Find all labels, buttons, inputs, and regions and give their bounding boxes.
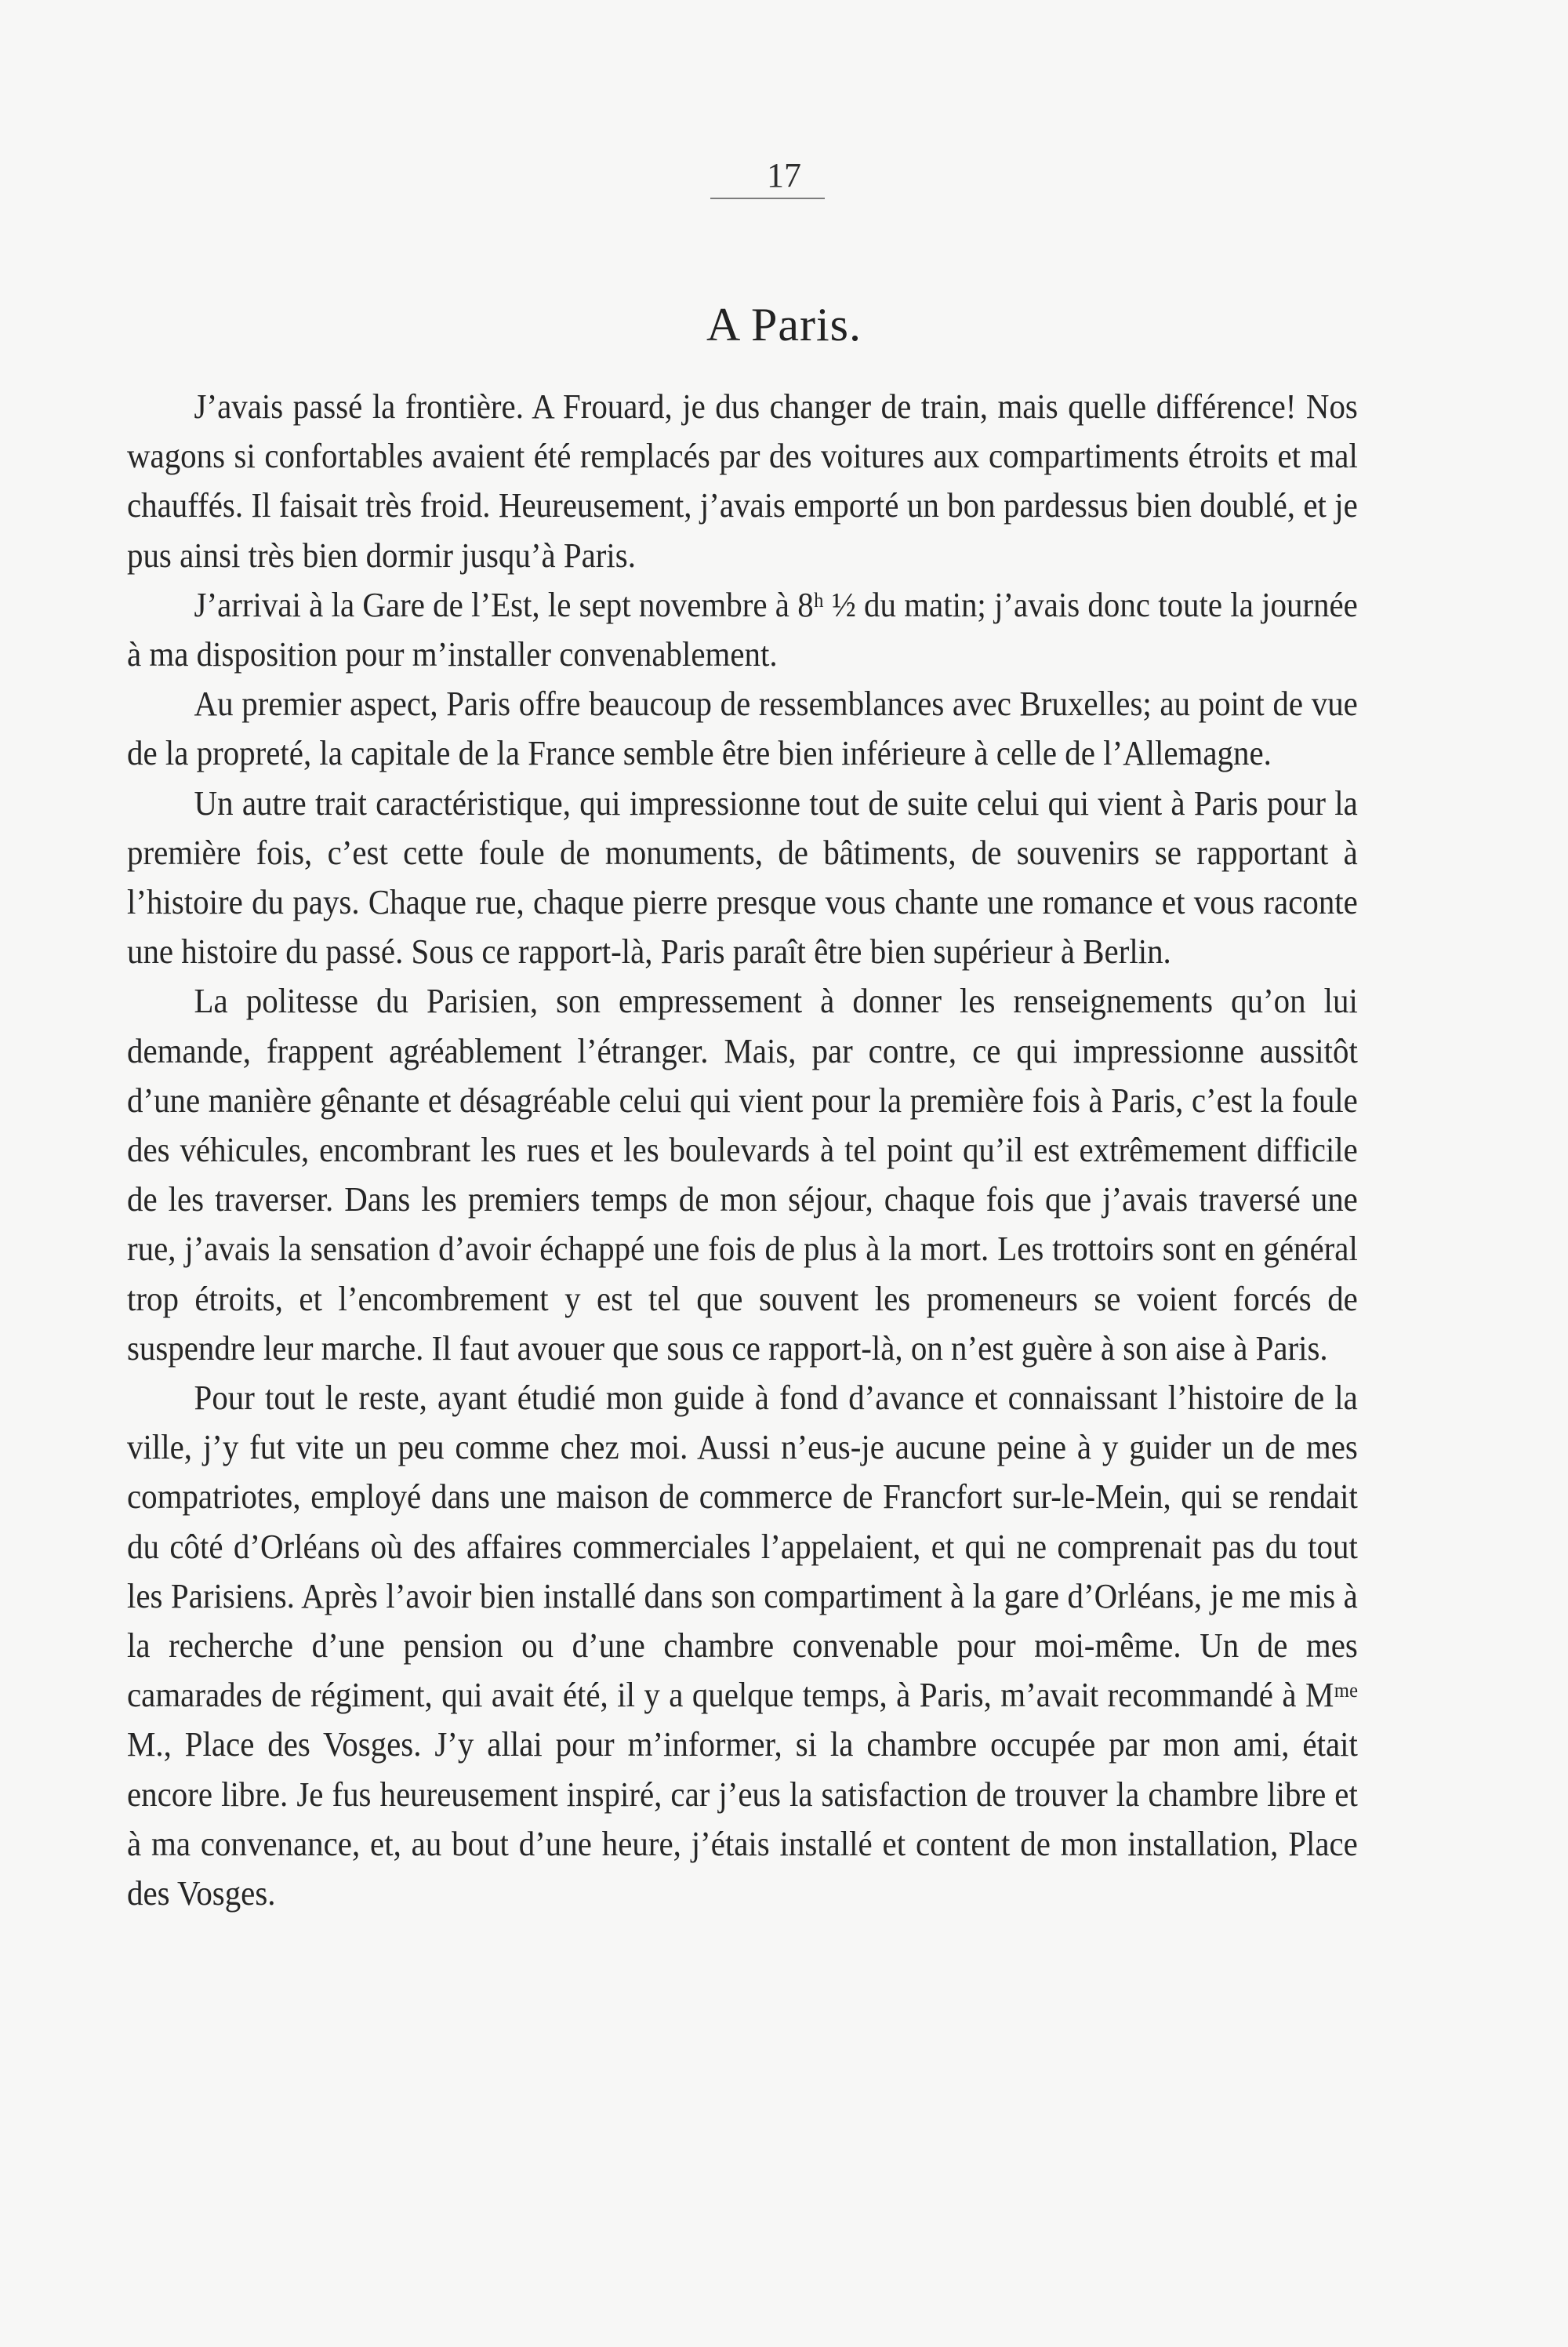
paragraph: Au premier aspect, Paris offre beaucoup de ressemblances avec Bruxelles; au point de vue de la propreté, la capitale de la France semble être bien inférieure à celle de l’Allemagne. bbox=[127, 685, 1358, 773]
paragraph: Pour tout le reste, ayant étudié mon guide à fond d’avance et connaissant l’histoire de la ville, j’y fut vite un peu comme chez moi. Aussi n’eus-je aucune peine à y guider un de mes compatriotes, employé dans une maison de commerce de Francfort sur-le-Mein, qui se rendait du côté d’Orléans où des affaires commerciales l’appelaient, et qui ne comprenait pas du tout les Parisiens. Après l’avoir bien installé dans son compartiment à la gare d’Orléans, je me mis à la recherche d’une pension ou d’une chambre convenable pour moi-même. Un de mes camarades de régiment, qui avait été, il y a quelque temps, à Paris, m’avait recommandé à Mᵐᵉ M., Place des Vosges. J’y allai pour m’informer, si la chambre occupée par mon ami, était encore libre. Je fus heureusement inspiré, car j’eus la satisfaction de trouver la chambre libre et à ma convenance, et, au bout d’une heure, j’étais installé et content de mon installation, Place des Vosges. bbox=[127, 1379, 1358, 1913]
page-number: 17 bbox=[767, 156, 801, 194]
body-text bbox=[127, 382, 1358, 1918]
header-rule bbox=[710, 198, 825, 199]
paragraph: Un autre trait caractéristique, qui impressionne tout de suite celui qui vient à Paris pour la première fois, c’est cette foule de monuments, de bâtiments, de souvenirs se rapportant à l’histoire du pays. Chaque rue, chaque pierre presque vous chante une romance et vous raconte une histoire du passé. Sous ce rapport-là, Paris paraît être bien supérieur à Berlin. bbox=[127, 783, 1358, 972]
chapter-title: A Paris. bbox=[706, 299, 862, 351]
paragraph: La politesse du Parisien, son empressement à donner les renseignements qu’on lui demande, frappent agréablement l’étranger. Mais, par contre, ce qui impressionne aussitôt d’une manière gênante et désagréable celui qui vient pour la première fois à Paris, c’est la foule des véhicules, encombrant les rues et les boulevards à tel point qu’il est extrêmement difficile de les traverser. Dans les premiers temps de mon séjour, chaque fois que j’avais traversé une rue, j’avais la sensation d’avoir échappé une fois de plus à la mort. Les trottoirs sont en général trop étroits, et l’encombrement y est tel que souvent les promeneurs se voient forcés de suspendre leur marche. Il faut avouer que sous ce rapport-là, on n’est guère à son aise à Paris. bbox=[127, 982, 1358, 1368]
paragraph: J’avais passé la frontière. A Frouard, je dus changer de train, mais quelle différence! Nos wagons si confortables avaient été remplacés par des voitures aux compartiments étroits et mal chauffés. Il faisait très froid. Heureusement, j’avais emporté un bon pardessus bien doublé, et je pus ainsi très bien dormir jusqu’à Paris. bbox=[127, 387, 1358, 575]
paragraph: J’arrivai à la Gare de l’Est, le sept novembre à 8ʰ ½ du matin; j’avais donc toute la journée à ma disposition pour m’installer convenablement. bbox=[127, 585, 1358, 674]
